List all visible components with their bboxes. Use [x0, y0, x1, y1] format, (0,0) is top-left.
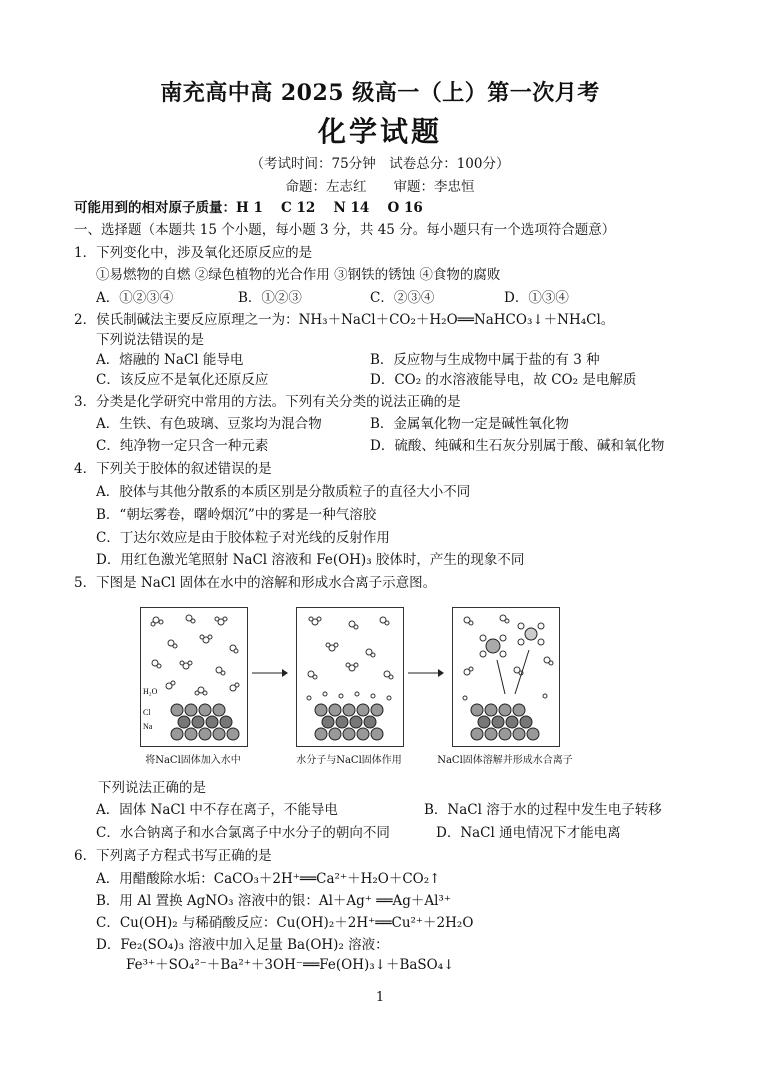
- q2-sub: 下列说法错误的是: [96, 332, 204, 348]
- q4-option-c: C．丁达尔效应是由于胶体粒子对光线的反射作用: [96, 530, 390, 546]
- page-number: 1: [375, 990, 385, 1005]
- figure-panel-1: [140, 607, 248, 747]
- q2-option-d: D．CO₂ 的水溶液能导电，故 CO₂ 是电解质: [370, 372, 637, 388]
- label-h2o: H₂O: [143, 687, 158, 696]
- q2-option-a: A．熔融的 NaCl 能导电: [96, 352, 244, 368]
- q5-sub: 下列说法正确的是: [98, 780, 206, 796]
- q6-stem: 6．下列离子方程式书写正确的是: [74, 848, 272, 864]
- arrow-right-icon: [408, 668, 444, 678]
- q1-option-c: C．②③④: [370, 290, 435, 306]
- q1-stem: 1．下列变化中，涉及氧化还原反应的是: [74, 245, 313, 261]
- figure-panel-3: [452, 607, 560, 747]
- section-heading: 一、选择题（本题共 15 个小题，每小题 3 分，共 45 分。每小题只有一个选项符合题意）: [74, 222, 616, 238]
- q4-stem: 4．下列关于胶体的叙述错误的是: [74, 461, 272, 477]
- q1-option-a: A．①②③④: [96, 290, 174, 306]
- arrow-right-icon: [252, 668, 288, 678]
- q5-option-d: D．NaCl 通电情况下才能电离: [436, 825, 621, 841]
- q4-option-b: B．“朝坛雾卷，曙岭烟沉”中的雾是一种气溶胶: [96, 507, 377, 523]
- atomic-masses: 可能用到的相对原子质量：H 1 C 12 N 14 O 16: [74, 200, 423, 216]
- exam-info: （考试时间：75分钟 试卷总分：100分）: [250, 156, 510, 172]
- q6-option-c: C．Cu(OH)₂ 与稀硝酸反应：Cu(OH)₂＋2H⁺══Cu²⁺＋2H₂O: [96, 915, 474, 931]
- panel2-illustration: [297, 608, 403, 746]
- q2-option-c: C．该反应不是氧化还原反应: [96, 372, 269, 388]
- label-cl: Cl: [143, 708, 151, 717]
- subject-title: 化学试题: [317, 115, 442, 148]
- authors: 命题：左志红 审题：李忠恒: [285, 179, 475, 195]
- label-na: Na: [143, 722, 153, 731]
- q3-option-a: A．生铁、有色玻璃、豆浆均为混合物: [96, 416, 322, 432]
- q1-option-d: D．①③④: [504, 290, 569, 306]
- q3-stem: 3．分类是化学研究中常用的方法。下列有关分类的说法正确的是: [74, 394, 461, 410]
- figure-caption-1: 将NaCl固体加入水中: [145, 755, 241, 766]
- panel1-illustration: [141, 608, 247, 746]
- q3-option-b: B．金属氧化物一定是碱性氧化物: [370, 416, 569, 432]
- q5-option-a: A．固体 NaCl 中不存在离子，不能导电: [96, 802, 338, 818]
- q6-option-a: A．用醋酸除水垢：CaCO₃＋2H⁺══Ca²⁺＋H₂O＋CO₂↑: [96, 871, 441, 887]
- exam-title: 南充高中高 2025 级高一（上）第一次月考: [160, 80, 600, 106]
- figure-caption-3: NaCl固体溶解并形成水合离子: [437, 755, 573, 766]
- q5-option-c: C．水合钠离子和水合氯离子中水分子的朝向不同: [96, 825, 390, 841]
- q5-option-b: B．NaCl 溶于水的过程中发生电子转移: [424, 802, 662, 818]
- q6-option-d-equation: Fe³⁺＋SO₄²⁻＋Ba²⁺＋3OH⁻══Fe(OH)₃↓＋BaSO₄↓: [126, 957, 455, 973]
- q2-option-b: B．反应物与生成物中属于盐的有 3 种: [370, 352, 600, 368]
- q5-stem: 5．下图是 NaCl 固体在水中的溶解和形成水合离子示意图。: [74, 575, 437, 591]
- figure-caption-2: 水分子与NaCl固体作用: [296, 755, 402, 766]
- panel3-illustration: [453, 608, 559, 746]
- q2-stem: 2．侯氏制碱法主要反应原理之一为：NH₃＋NaCl＋CO₂＋H₂O══NaHCO₃↓＋NH₄Cl。: [74, 312, 615, 328]
- q3-option-c: C．纯净物一定只含一种元素: [96, 438, 269, 454]
- q1-option-b: B．①②③: [238, 290, 302, 306]
- q4-option-a: A．胶体与其他分散系的本质区别是分散质粒子的直径大小不同: [96, 484, 471, 500]
- q1-items: ①易燃物的自燃 ②绿色植物的光合作用 ③钢铁的锈蚀 ④食物的腐败: [96, 267, 501, 283]
- q6-option-b: B．用 Al 置换 AgNO₃ 溶液中的银：Al＋Ag⁺ ══Ag＋Al³⁺: [96, 893, 451, 909]
- q6-option-d: D．Fe₂(SO₄)₃ 溶液中加入足量 Ba(OH)₂ 溶液：: [96, 937, 389, 953]
- q3-option-d: D．硫酸、纯碱和生石灰分别属于酸、碱和氧化物: [370, 438, 665, 454]
- figure-panel-2: [296, 607, 404, 747]
- q4-option-d: D．用红色激光笔照射 NaCl 溶液和 Fe(OH)₃ 胶体时，产生的现象不同: [96, 552, 525, 568]
